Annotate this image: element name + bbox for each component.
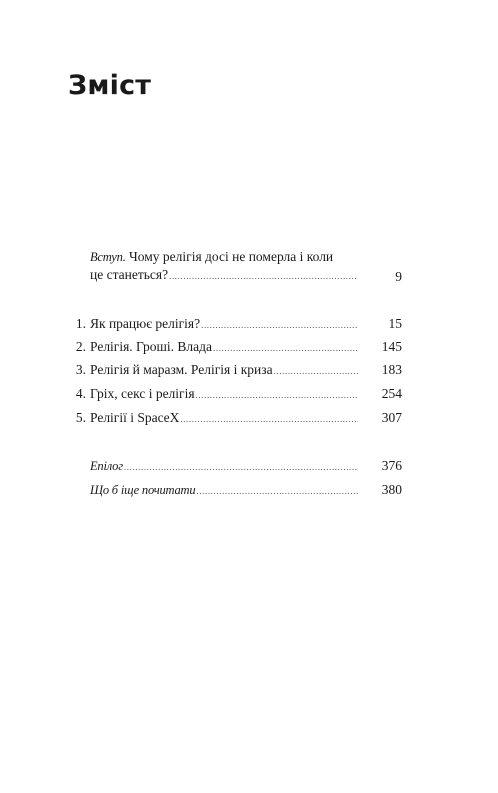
intro-line1: Чому релігія досі не померла і коли xyxy=(129,249,334,264)
toc-entry-label xyxy=(90,316,358,333)
chapter-title: Як працює релігія? xyxy=(90,316,201,331)
dot-leader xyxy=(124,459,358,475)
toc-entry-label xyxy=(90,458,358,475)
page-number: 15 xyxy=(388,316,402,331)
page-number: 380 xyxy=(381,482,402,497)
toc-entry-label xyxy=(90,386,358,403)
dot-leader xyxy=(196,387,358,403)
dot-leader xyxy=(180,411,358,427)
chapter-number: 4. xyxy=(75,386,86,401)
toc-entry-label xyxy=(90,482,358,499)
back-matter-title: Епілог xyxy=(90,459,123,473)
page-number: 9 xyxy=(395,269,402,284)
intro-prefix: Вступ. xyxy=(90,250,126,264)
page-number: 254 xyxy=(381,386,402,401)
back-matter-title: Що б іще почитати xyxy=(90,483,196,497)
chapter-number: 1. xyxy=(75,316,86,331)
toc-entry-label xyxy=(90,339,358,356)
chapter-number: 2. xyxy=(75,339,86,354)
dot-leader xyxy=(169,268,358,284)
chapter-title: Релігії і SpaceX xyxy=(90,410,180,425)
toc-entry-label xyxy=(90,249,358,284)
toc-entry-label xyxy=(90,410,358,427)
chapter-title: Релігія й маразм. Релігія і криза xyxy=(90,362,273,377)
chapter-title: Гріх, секс і релігія xyxy=(90,386,195,401)
toc-entry-label xyxy=(90,362,358,379)
dot-leader xyxy=(196,483,358,499)
page-number: 145 xyxy=(381,339,402,354)
page-title: Зміст xyxy=(68,70,152,101)
page-number: 183 xyxy=(381,362,402,377)
page-number: 376 xyxy=(381,458,402,473)
chapter-number: 3. xyxy=(75,362,86,377)
dot-leader xyxy=(274,363,358,379)
chapter-title: Релігія. Гроші. Влада xyxy=(90,339,213,354)
intro-line2: це станеться? xyxy=(90,267,169,282)
chapter-number: 5. xyxy=(75,410,86,425)
dot-leader xyxy=(213,340,358,356)
dot-leader xyxy=(201,317,358,333)
page-number: 307 xyxy=(381,410,402,425)
